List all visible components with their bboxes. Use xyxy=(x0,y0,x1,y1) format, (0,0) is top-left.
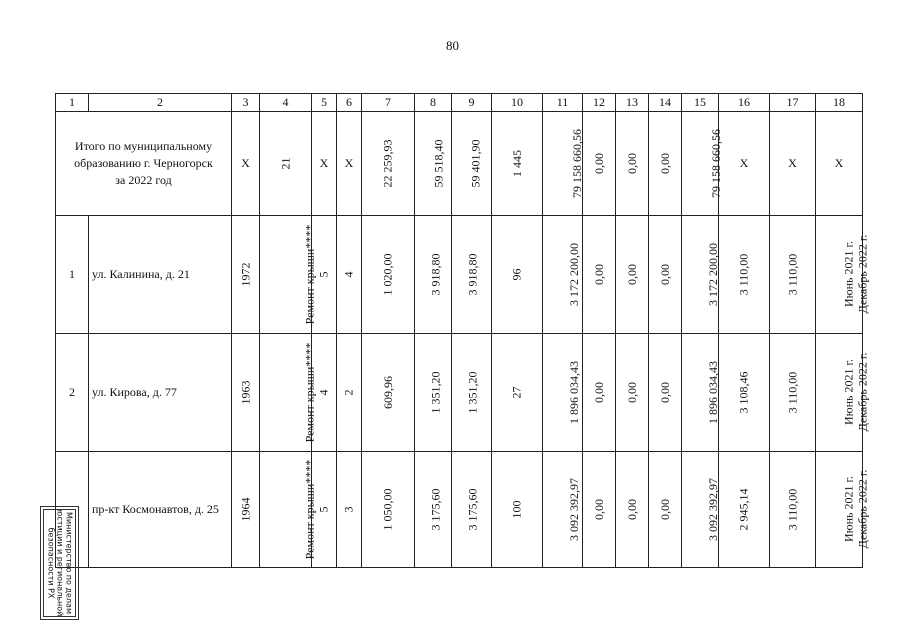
row-number: 1 xyxy=(56,216,89,334)
row-cell xyxy=(719,216,770,334)
row-cell xyxy=(452,216,492,334)
row-cell xyxy=(362,216,415,334)
page-number: 80 xyxy=(446,38,459,53)
table-row xyxy=(56,216,863,334)
row-address: ул. Кирова, д. 77 xyxy=(89,334,232,452)
row-cell xyxy=(543,334,583,452)
row-address: ул. Калинина, д. 21 xyxy=(89,216,232,334)
row-value: 0,00 xyxy=(591,264,606,285)
total-label-line: образованию г. Черногорск xyxy=(74,156,213,170)
row-value: 3 110,00 xyxy=(736,253,751,296)
row-cell xyxy=(770,334,816,452)
row-cell xyxy=(719,334,770,452)
row-value: 1 351,20 xyxy=(428,371,443,414)
total-cell xyxy=(616,112,649,216)
row-value: 609,96 xyxy=(380,376,395,409)
column-number-row xyxy=(56,94,863,112)
row-year: 1964 xyxy=(238,497,252,522)
column-header: 14 xyxy=(649,94,682,112)
total-label-line: за 2022 год xyxy=(115,173,172,187)
total-cell xyxy=(492,112,543,216)
row-cell xyxy=(682,452,719,568)
row-cell xyxy=(616,334,649,452)
column-header: 11 xyxy=(543,94,583,112)
row-value: 3 172 200,00 xyxy=(706,243,720,306)
row-value: 3 108,46 xyxy=(736,371,751,414)
row-value: 4 xyxy=(341,271,356,278)
row-value: 27 xyxy=(509,386,524,399)
row-cell xyxy=(770,452,816,568)
row-value: 3 918,80 xyxy=(428,253,443,296)
row-value: 3 092 392,97 xyxy=(706,478,720,541)
table-row xyxy=(56,334,863,452)
row-cell xyxy=(492,216,543,334)
row-period xyxy=(841,353,869,432)
row-value: 3 175,60 xyxy=(428,488,443,531)
row-value: 1 351,20 xyxy=(465,371,480,414)
row-value: 1 050,00 xyxy=(380,488,395,531)
stamp-line: юстиции и региональной xyxy=(55,509,64,617)
row-cell xyxy=(362,334,415,452)
row-cell xyxy=(452,334,492,452)
total-cell xyxy=(543,112,583,216)
row-value: 1 020,00 xyxy=(380,253,395,296)
row-value: 3 110,00 xyxy=(785,371,799,414)
row-cell xyxy=(770,216,816,334)
total-value: 22 259,93 xyxy=(380,139,395,188)
total-label xyxy=(56,112,232,216)
row-value: 0,00 xyxy=(624,264,639,285)
row-cell xyxy=(816,334,870,452)
row-value: 3 xyxy=(341,506,356,513)
row-cell xyxy=(362,452,415,568)
row-value: 3 110,00 xyxy=(785,253,799,296)
period-end: Декабрь 2022 г. xyxy=(855,352,870,432)
period-end: Декабрь 2022 г. xyxy=(855,469,870,549)
total-cell: X xyxy=(232,112,260,216)
row-value: 0,00 xyxy=(591,499,606,520)
column-header: 13 xyxy=(616,94,649,112)
row-cell xyxy=(492,452,543,568)
row-value: 0,00 xyxy=(624,382,639,403)
row-value: 3 110,00 xyxy=(785,488,799,531)
row-cell xyxy=(583,452,616,568)
total-cell: X xyxy=(337,112,362,216)
row-value: 100 xyxy=(509,500,524,519)
column-header: 12 xyxy=(583,94,616,112)
column-header: 9 xyxy=(452,94,492,112)
total-cell xyxy=(583,112,616,216)
total-cell xyxy=(362,112,415,216)
row-cell xyxy=(312,334,337,452)
row-work-type: Ремонт крыши**** xyxy=(302,224,317,325)
total-value: 79 158 660,56 xyxy=(709,129,723,198)
row-value: 2 xyxy=(341,389,356,396)
total-cell xyxy=(415,112,452,216)
period-start: Июнь 2021 г. xyxy=(841,475,856,543)
row-period xyxy=(841,235,869,314)
row-value: 0,00 xyxy=(657,499,672,520)
row-cell xyxy=(260,334,317,452)
row-cell xyxy=(816,452,870,568)
row-cell xyxy=(337,452,362,568)
row-value: 4 xyxy=(316,389,331,396)
row-cell xyxy=(583,216,616,334)
row-cell xyxy=(492,334,543,452)
row-cell xyxy=(616,452,649,568)
total-cell xyxy=(682,112,723,216)
row-cell xyxy=(312,216,337,334)
column-header: 18 xyxy=(816,94,863,112)
row-value: 2 945,14 xyxy=(736,488,751,531)
total-label-line: Итого по муниципальному xyxy=(74,139,213,153)
row-cell xyxy=(415,216,452,334)
column-header: 17 xyxy=(770,94,816,112)
stamp-line: безопасности РХ xyxy=(46,527,55,599)
row-cell xyxy=(415,452,452,568)
period-start: Июнь 2021 г. xyxy=(841,358,856,426)
row-year: 1963 xyxy=(238,380,252,405)
row-cell xyxy=(543,216,583,334)
total-value: 59 401,90 xyxy=(468,139,483,188)
row-cell xyxy=(260,452,317,568)
row-year: 1972 xyxy=(238,262,252,287)
row-value: 3 918,80 xyxy=(465,253,480,296)
row-cell xyxy=(682,216,719,334)
row-value: 1 896 034,43 xyxy=(706,361,720,424)
total-cell: X xyxy=(719,112,770,216)
row-cell xyxy=(616,216,649,334)
row-cell xyxy=(337,216,362,334)
total-value: 0,00 xyxy=(591,153,606,174)
total-cell: X xyxy=(312,112,337,216)
column-header: 6 xyxy=(337,94,362,112)
row-cell xyxy=(649,452,682,568)
column-header: 4 xyxy=(260,94,312,112)
row-cell xyxy=(583,334,616,452)
column-header: 10 xyxy=(492,94,543,112)
row-number: 2 xyxy=(56,334,89,452)
table-row xyxy=(56,452,863,568)
column-header: 15 xyxy=(682,94,719,112)
row-value: 0,00 xyxy=(591,382,606,403)
row-value: 1 896 034,43 xyxy=(567,361,581,424)
row-cell xyxy=(415,334,452,452)
row-cell xyxy=(452,452,492,568)
registration-stamp xyxy=(40,506,79,620)
row-cell xyxy=(260,216,317,334)
row-value: 0,00 xyxy=(657,264,672,285)
column-header: 2 xyxy=(89,94,232,112)
column-header: 7 xyxy=(362,94,415,112)
total-value: 59 518,40 xyxy=(431,139,446,188)
capital-repair-table xyxy=(55,93,870,568)
column-header: 5 xyxy=(312,94,337,112)
stamp-line: Министерство по делам xyxy=(64,512,73,614)
total-cell: X xyxy=(816,112,863,216)
total-cell xyxy=(649,112,682,216)
row-cell xyxy=(543,452,583,568)
row-cell xyxy=(312,452,337,568)
row-value: 96 xyxy=(509,268,524,281)
row-work-type: Ремонт крыши**** xyxy=(302,459,317,560)
row-cell xyxy=(232,452,260,568)
row-cell xyxy=(649,216,682,334)
total-cell xyxy=(452,112,492,216)
column-header: 8 xyxy=(415,94,452,112)
row-cell xyxy=(337,334,362,452)
row-value: 5 xyxy=(316,271,331,278)
total-value: 79 158 660,56 xyxy=(570,129,584,198)
row-cell xyxy=(232,216,260,334)
row-value: 0,00 xyxy=(624,499,639,520)
total-value: 1 445 xyxy=(509,150,524,177)
column-header: 3 xyxy=(232,94,260,112)
total-cell: X xyxy=(770,112,816,216)
row-value: 5 xyxy=(316,506,331,513)
row-address: пр-кт Космонавтов, д. 25 xyxy=(89,452,232,568)
row-cell xyxy=(816,216,870,334)
row-cell xyxy=(719,452,770,568)
row-period xyxy=(841,470,869,549)
row-work-type: Ремонт крыши**** xyxy=(302,342,317,443)
total-row xyxy=(56,112,863,216)
row-cell xyxy=(649,334,682,452)
total-value: 0,00 xyxy=(624,153,639,174)
column-header: 16 xyxy=(719,94,770,112)
row-value: 3 092 392,97 xyxy=(567,478,581,541)
row-value: 3 175,60 xyxy=(465,488,480,531)
row-cell xyxy=(232,334,260,452)
column-header: 1 xyxy=(56,94,89,112)
total-cell xyxy=(260,112,312,216)
total-value: 0,00 xyxy=(657,153,672,174)
period-end: Декабрь 2022 г. xyxy=(855,234,870,314)
total-value: 21 xyxy=(278,157,292,170)
stamp-text xyxy=(46,510,73,617)
row-cell xyxy=(682,334,719,452)
row-value: 3 172 200,00 xyxy=(567,243,581,306)
period-start: Июнь 2021 г. xyxy=(841,240,856,308)
row-value: 0,00 xyxy=(657,382,672,403)
